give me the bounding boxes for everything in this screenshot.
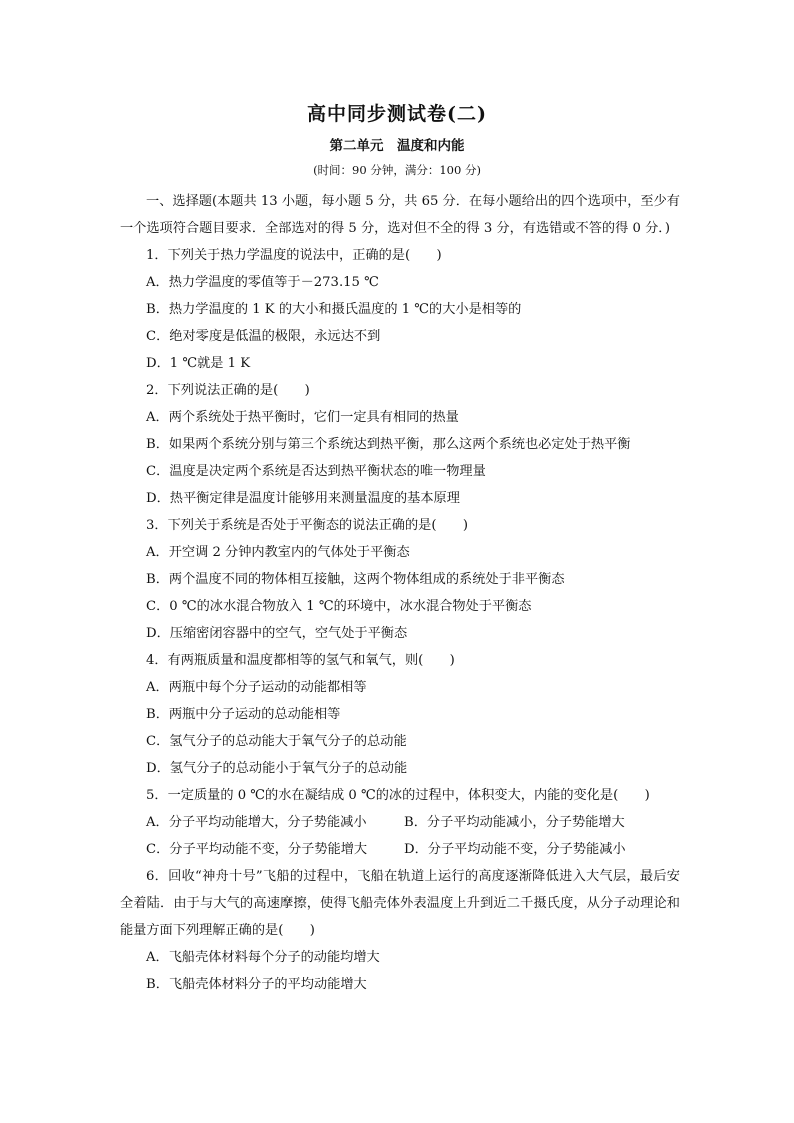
option: C．绝对零度是低温的极限，永远达不到 — [146, 329, 381, 344]
option: B．两瓶中分子运动的总动能相等 — [146, 707, 341, 722]
question-stem: 1．下列关于热力学温度的说法中，正确的是( ) — [146, 248, 442, 263]
page-title: 高中同步测试卷(二) — [307, 103, 487, 125]
unit-subtitle: 第二单元 温度和内能 — [329, 138, 465, 154]
option: D．分子平均动能不变，分子势能减小 — [404, 842, 626, 857]
option-pair — [120, 809, 680, 836]
option-pair — [120, 836, 680, 863]
option: A．两瓶中每个分子运动的动能都相等 — [146, 680, 367, 695]
option: B．如果两个系统分别与第三个系统达到热平衡，那么这两个系统也必定处于热平衡 — [146, 437, 631, 452]
option: B．热力学温度的 1 K 的大小和摄氏温度的 1 ℃的大小是相等的 — [146, 302, 522, 317]
option: D．1 ℃就是 1 K — [146, 356, 251, 371]
option: D．压缩密闭容器中的空气，空气处于平衡态 — [146, 626, 408, 641]
option: C．氢气分子的总动能大于氧气分子的总动能 — [146, 734, 407, 749]
option: C．温度是决定两个系统是否达到热平衡状态的唯一物理量 — [146, 464, 486, 479]
exam-meta: (时间：90 分钟，满分：100 分) — [313, 163, 481, 177]
section-intro: 一、选择题(本题共 13 小题，每小题 5 分，共 65 分．在每小题给出的四个选项中，至少有一个选项符合题目要求．全部选对的得 5 分，选对但不全的得 3 分，有选错或不答的得 0 分．) — [120, 194, 680, 236]
option: A．开空调 2 分钟内教室内的气体处于平衡态 — [146, 545, 410, 560]
option: B．飞船壳体材料分子的平均动能增大 — [146, 977, 367, 992]
option: B．分子平均动能减小，分子势能增大 — [404, 815, 625, 830]
option: C．0 ℃的冰水混合物放入 1 ℃的环境中，冰水混合物处于平衡态 — [146, 599, 532, 614]
option: D．氢气分子的总动能小于氧气分子的总动能 — [146, 761, 408, 776]
question-stem: 6．回收“神舟十号”飞船的过程中，飞船在轨道上运行的高度逐渐降低进入大气层，最后安全着陆．由于与大气的高速摩擦，使得飞船壳体外表温度上升到近二千摄氏度，从分子动理论和能量方面下列理解正确的是( ) — [120, 869, 680, 938]
option: D．热平衡定律是温度计能够用来测量温度的基本原理 — [146, 491, 460, 506]
option: A．飞船壳体材料每个分子的动能均增大 — [146, 950, 380, 965]
question-stem: 3．下列关于系统是否处于平衡态的说法正确的是( ) — [146, 518, 468, 533]
option: C．分子平均动能不变，分子势能增大 — [146, 842, 368, 857]
option: B．两个温度不同的物体相互接触，这两个物体组成的系统处于非平衡态 — [146, 572, 565, 587]
option: A．热力学温度的零值等于－273.15 ℃ — [146, 275, 379, 290]
question-stem: 4．有两瓶质量和温度都相等的氢气和氧气，则( ) — [146, 653, 455, 668]
option: A．分子平均动能增大，分子势能减小 — [146, 815, 367, 830]
question-stem: 2．下列说法正确的是( ) — [146, 383, 310, 398]
question-body — [120, 188, 680, 998]
option: A．两个系统处于热平衡时，它们一定具有相同的热量 — [146, 410, 459, 425]
question-stem: 5．一定质量的 0 ℃的水在凝结成 0 ℃的冰的过程中，体积变大，内能的变化是( ) — [146, 788, 650, 803]
